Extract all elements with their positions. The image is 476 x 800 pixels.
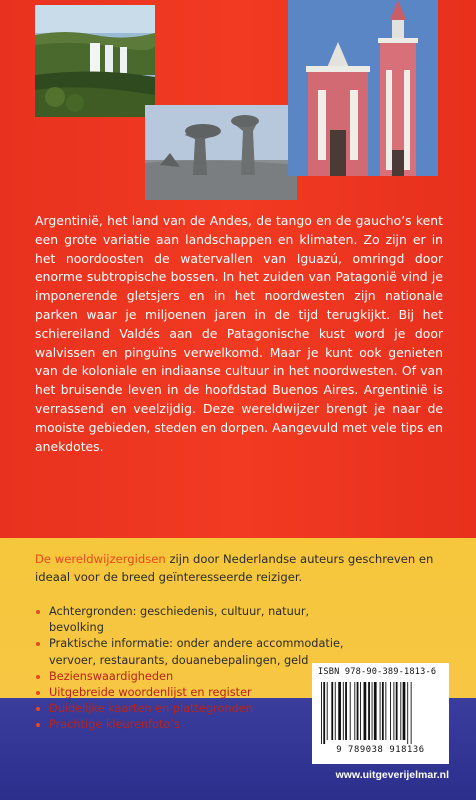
feature-list [35,604,355,734]
list-item-text: Uitgebreide woordenlijst en register [49,686,252,700]
list-item [35,685,355,701]
barcode-bar [321,682,322,744]
barcode-bar [407,682,408,744]
barcode-bar [380,682,381,740]
waterfall-photo [35,5,155,117]
barcode-bar [331,682,333,740]
barcode-bar [327,682,328,740]
list-item [35,669,355,685]
list-item-text: Bezienswaardigheden [49,669,174,683]
bullet-dot-icon [36,707,40,711]
bullet-dot-icon [36,642,40,646]
barcode-bar [364,682,367,740]
barcode-number: 9 789038 918136 [336,745,425,755]
series-intro [35,551,443,586]
barcode-bar [396,682,398,740]
list-item [35,701,355,717]
barcode-bar [385,682,386,740]
barcode-bar [411,682,412,744]
description-paragraph: Argentinië, het land van de Andes, de tango en de gaucho’s kent een grote variatie aan landschappen en klimaten. Zo zijn er in het noordoosten de watervallen van Iguazú, omringd door enorme subtropische bossen. In het zuiden van Patagonië vind je imponerende gletsjers en in het noordwesten zijn nationale parken waar je miljoenen jaren in de tijd terugkijkt. Bij het schiereiland Valdés aan de Patagonische kust word je door walvissen en pinguïns verwelkomd. Maar je kunt ook genieten van de koloniale en indiaanse cultuur in het noordwesten. Of van het bruisende leven in de hoofdstad Buenos Aires. Argentinië is verrassend en veelzijdig. Deze wereldwijzer brengt je naar de mooiste gebieden, steden en dorpen. Aangevuld met vele tips en anekdotes. [35,213,443,454]
barcode-bar [393,682,394,740]
bullet-dot-icon [36,610,40,614]
list-item [35,604,355,636]
bullet-dot-icon [36,691,40,695]
barcode-graphic [320,682,441,744]
barcode-bar [323,682,325,744]
rock-formation-photo [145,105,297,200]
barcode-bar [335,682,336,740]
barcode-bar [338,682,341,740]
barcode-bar [357,682,359,740]
barcode-bar [390,682,391,740]
barcode-bar [368,682,370,740]
barcode-bar [360,682,361,740]
list-item-text: Achtergronden: geschiedenis, cultuur, natuur, bevolking [49,605,310,635]
list-item [35,636,355,668]
barcode-bar [350,682,351,740]
bullet-dot-icon [36,675,40,679]
barcode-bar [382,682,384,740]
isbn-label: ISBN 978-90-389-1813-6 [318,667,437,677]
barcode-bar [372,682,373,740]
cathedral-photo [288,0,438,176]
series-intro-text: zijn door Nederlandse auteurs geschreven en ideaal voor de breed geïnteresseerde reiziger. [35,552,434,584]
barcode-box [312,663,449,764]
barcode-bar [374,682,377,740]
series-name: De wereldwijzergidsen [35,552,166,566]
publisher-website: www.uitgeverijelmar.nl [335,769,449,781]
barcode-bar [345,682,347,740]
barcode-bar [343,682,344,740]
list-item-text: Praktische informatie: onder andere accommodatie, vervoer, restaurants, douanebepalingen, geld [49,637,344,667]
barcode-bar [354,682,355,740]
list-item [35,717,355,733]
barcode-bar [403,682,406,740]
bullet-dot-icon [36,723,40,727]
list-item-text: Prachtige kleurenfoto’s [49,718,180,732]
barcode-bar [400,682,401,740]
list-item-text: Duidelijke kaarten en plattegronden [49,702,253,716]
